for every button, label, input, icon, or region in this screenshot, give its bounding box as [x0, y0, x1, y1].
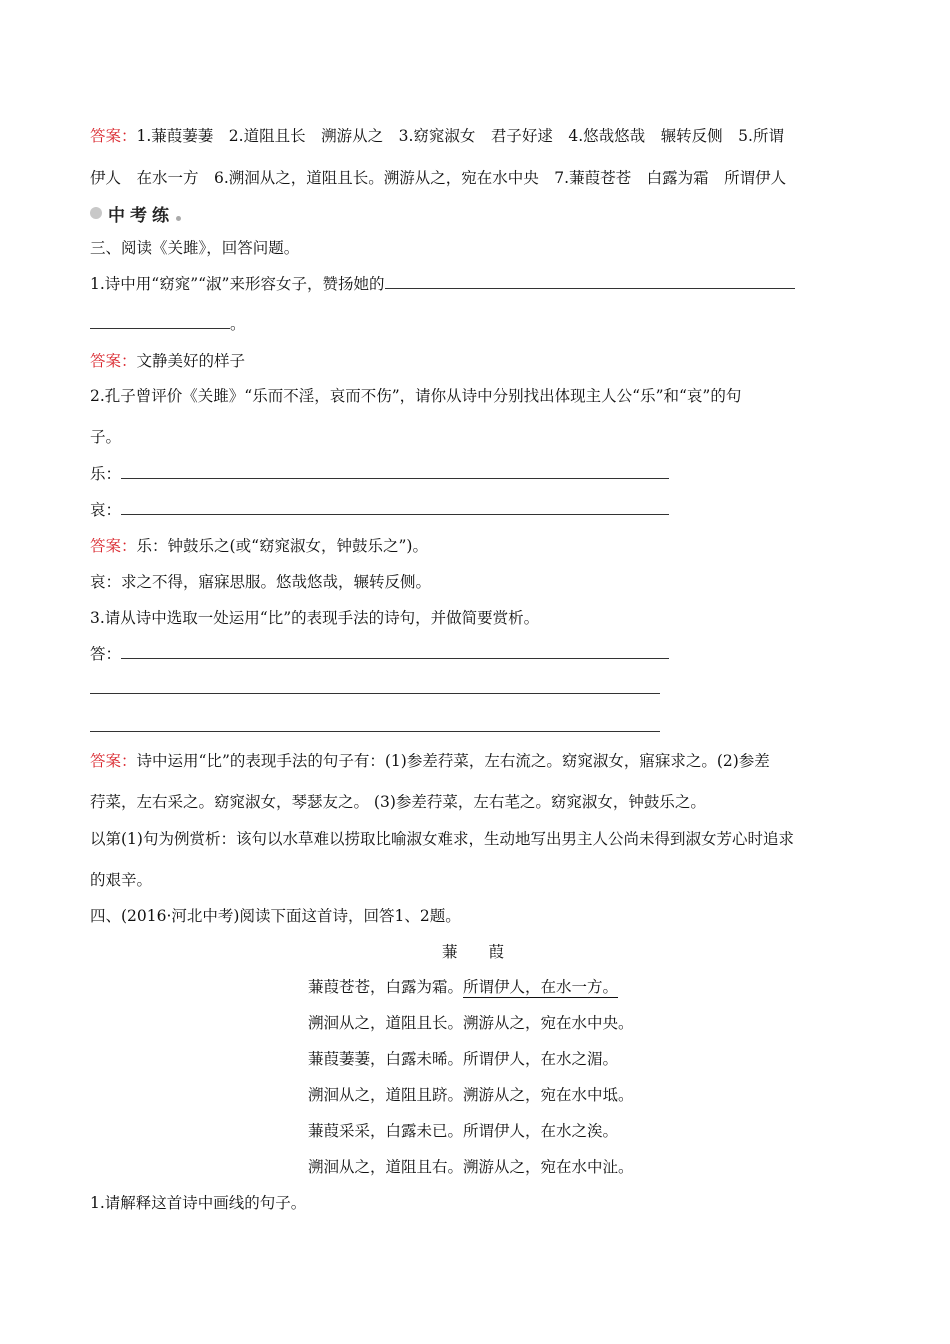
section-3-heading: 三、阅读《关雎》，回答问题。: [90, 239, 300, 257]
section-4-question-1: 1.请解释这首诗中画线的句子。: [90, 1194, 307, 1212]
answer-3-line-2: 荇菜，左右采之。窈窕淑女，琴瑟友之。 (3)参差荇菜，左右芼之。窈窕淑女，钟鼓乐之。: [90, 793, 706, 811]
ai-label: 哀：: [90, 501, 122, 519]
section-badge: [90, 202, 181, 224]
answer-3-text: 诗中运用“比”的表现手法的句子有：(1)参差荇菜，左右流之。窈窕淑女，寤寐求之。(2)参差: [136, 752, 770, 770]
poem-line-4: 溯洄从之，道阻且跻。溯游从之，宛在水中坻。: [308, 1086, 634, 1104]
question-3-blank-3[interactable]: [90, 731, 660, 732]
question-1-text: 1.诗中用“窈窕”“淑”来形容女子，赞扬她的: [90, 275, 385, 293]
answer-3-line-1: [90, 750, 770, 772]
poem-line-6: 溯洄从之，道阻且右。溯游从之，宛在水中沚。: [308, 1158, 634, 1176]
question-2-line-2: 子。: [90, 428, 122, 446]
question-2-le-row: [90, 463, 669, 485]
poem-line-1: [308, 976, 618, 998]
question-2-ai-row: [90, 499, 669, 521]
le-label: 乐：: [90, 465, 122, 483]
question-2-line-1: 2.孔子曾评价《关雎》“乐而不淫，哀而不伤”，请你从诗中分别找出体现主人公“乐”和“哀”的句: [90, 387, 742, 405]
answer-prefix: 答：: [90, 645, 122, 663]
poem-line-3: 蒹葭萋萋，白露未晞。所谓伊人，在水之湄。: [308, 1050, 619, 1068]
answer-2-line-2: 哀：求之不得，寤寐思服。悠哉悠哉，辗转反侧。: [90, 573, 432, 591]
underlined-sentence: 所谓伊人，在水一方。: [463, 978, 619, 996]
answer-label: 答案：: [90, 752, 137, 770]
answer-1-text: 文静美好的样子: [136, 352, 246, 370]
question-1-blank[interactable]: [385, 274, 795, 289]
question-3-blank[interactable]: [121, 644, 669, 659]
question-3-answer-row: [90, 643, 669, 665]
question-1-blank-2[interactable]: [90, 314, 230, 329]
question-3-blank-2[interactable]: [90, 693, 660, 694]
badge-text: 中考练: [108, 205, 174, 226]
poem-line-2: 溯洄从之，道阻且长。溯游从之，宛在水中央。: [308, 1014, 634, 1032]
question-1-continuation: [90, 313, 246, 335]
answer-block-1-line-2: 伊人 在水一方 6.溯洄从之，道阻且长。溯游从之，宛在水中央 7.蒹葭苍苍 白露为霜 所谓伊人: [90, 169, 787, 187]
answer-block-1-line-1: [90, 125, 784, 147]
badge-tail-icon: [176, 216, 181, 221]
question-3: 3.请从诗中选取一处运用“比”的表现手法的诗句，并做简要赏析。: [90, 609, 540, 627]
section-4-heading: 四、(2016·河北中考)阅读下面这首诗，回答1、2题。: [90, 907, 461, 925]
badge-dot-icon: [90, 207, 102, 219]
question-1-end: 。: [230, 315, 246, 333]
answer-1: [90, 350, 245, 372]
answer-label: 答案：: [90, 127, 137, 145]
question-1: [90, 273, 795, 295]
answer-3-line-3: 以第(1)句为例赏析：该句以水草难以捞取比喻淑女难求，生动地写出男主人公尚未得到淑女芳心时追求: [90, 830, 794, 848]
answer-text: 1.蒹葭萋萋 2.道阻且长 溯游从之 3.窈窕淑女 君子好逑 4.悠哉悠哉 辗转反侧 5.所谓: [136, 127, 784, 145]
poem-title: 蒹 葭: [442, 943, 505, 961]
answer-label: 答案：: [90, 352, 137, 370]
answer-3-line-4: 的艰辛。: [90, 871, 153, 889]
answer-label: 答案：: [90, 537, 137, 555]
poem-line-1-a: 蒹葭苍苍，白露为霜。: [308, 978, 464, 996]
poem-line-5: 蒹葭采采，白露未已。所谓伊人，在水之涘。: [308, 1122, 619, 1140]
answer-2-text: 乐：钟鼓乐之(或“窈窕淑女，钟鼓乐之”)。: [136, 537, 428, 555]
ai-blank[interactable]: [121, 500, 669, 515]
answer-2-line-1: [90, 535, 428, 557]
le-blank[interactable]: [121, 464, 669, 479]
